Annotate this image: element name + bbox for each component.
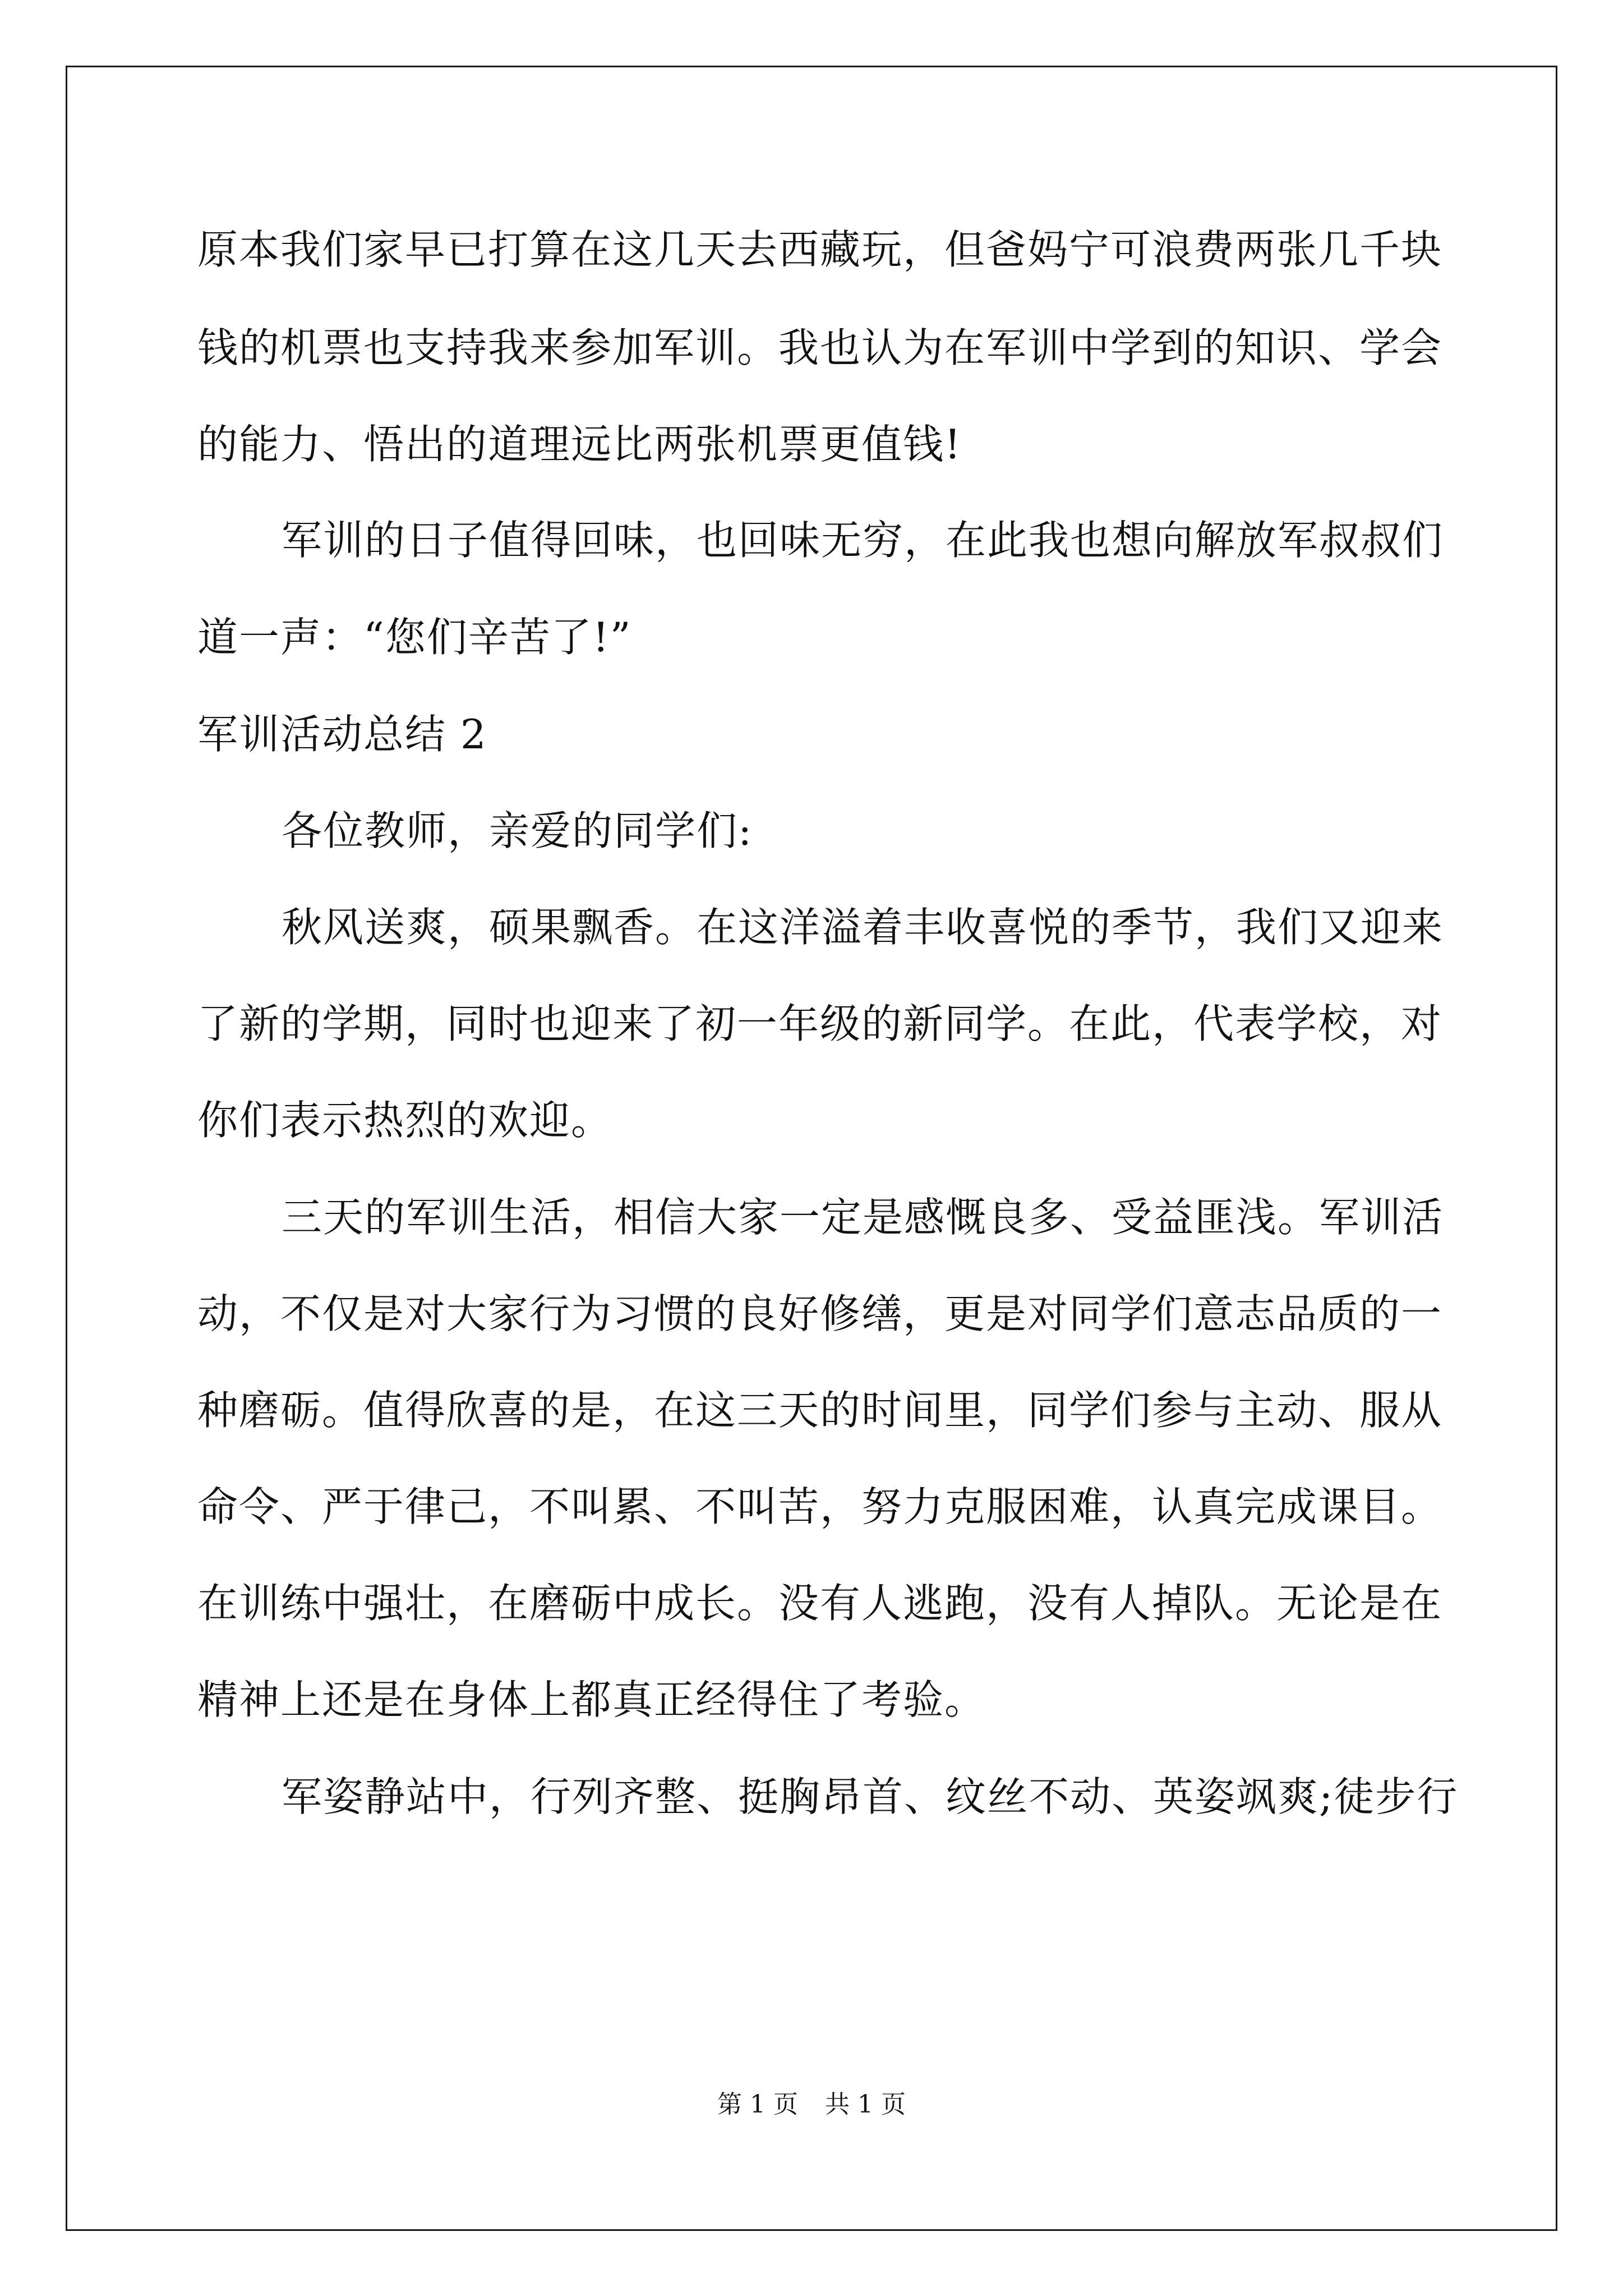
page-border <box>66 66 1557 2231</box>
paragraph-line: 三天的军训生活，相信大家一定是感慨良多、受益匪浅。军训活 <box>282 1194 1444 1241</box>
paragraph-line: 在训练中强壮，在磨砺中成长。没有人逃跑，没有人掉队。无论是在 <box>197 1580 1443 1627</box>
paragraph-line: 精神上还是在身体上都真正经得住了考验。 <box>197 1676 986 1723</box>
paragraph-line: 钱的机票也支持我来参加军训。我也认为在军训中学到的知识、学会 <box>197 324 1443 371</box>
paragraph-line: 的能力、悟出的道理远比两张机票更值钱! <box>197 421 962 468</box>
paragraph-line: 军训的日子值得回味，也回味无穷，在此我也想向解放军叔叔们 <box>282 517 1444 564</box>
paragraph-line: 秋风送爽，硕果飘香。在这洋溢着丰收喜悦的季节，我们又迎来 <box>282 904 1444 951</box>
paragraph-line: 原本我们家早已打算在这几天去西藏玩，但爸妈宁可浪费两张几千块 <box>197 226 1443 273</box>
paragraph-line: 你们表示热烈的欢迎。 <box>197 1097 613 1144</box>
paragraph-line: 道一声：“您们辛苦了!” <box>197 614 632 661</box>
page-total: 共 1 页 <box>825 2090 906 2119</box>
paragraph-line: 命令、严于律己，不叫累、不叫苦，努力克服困难，认真完成课目。 <box>197 1483 1443 1530</box>
salutation-line: 各位教师，亲爱的同学们: <box>282 807 753 854</box>
page-footer <box>0 2088 1623 2122</box>
paragraph-line: 动，不仅是对大家行为习惯的良好修缮，更是对同学们意志品质的一 <box>197 1290 1443 1337</box>
paragraph-line: 了新的学期，同时也迎来了初一年级的新同学。在此，代表学校，对 <box>197 1000 1443 1047</box>
page-number: 第 1 页 <box>717 2090 798 2119</box>
paragraph-line: 种磨砺。值得欣喜的是，在这三天的时间里，同学们参与主动、服从 <box>197 1387 1443 1434</box>
paragraph-line: 军姿静站中，行列齐整、挺胸昂首、纹丝不动、英姿飒爽;徒步行 <box>282 1773 1459 1820</box>
section-heading: 军训活动总结 2 <box>197 711 487 758</box>
